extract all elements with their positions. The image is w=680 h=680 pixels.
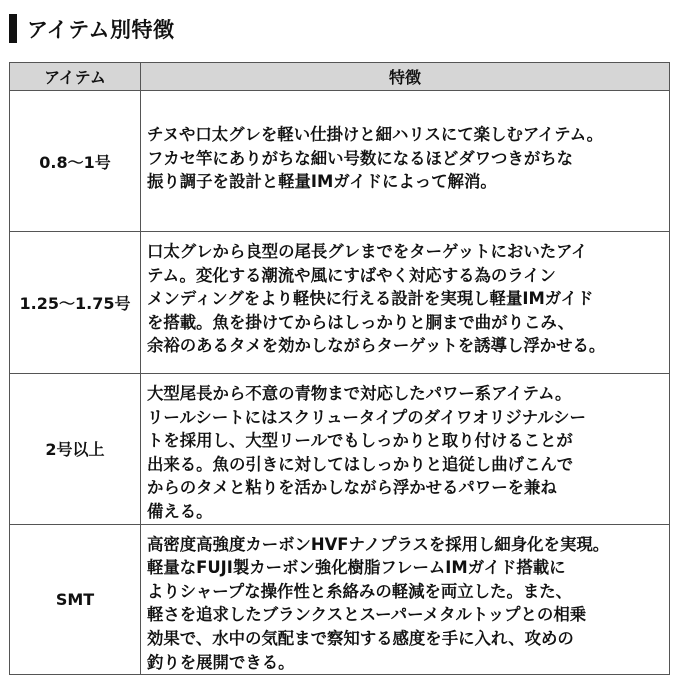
section-header xyxy=(9,14,175,43)
feature-line: メンディングをより軽快に行える設計を実現し軽量IMガイド xyxy=(147,289,594,309)
feature-line: 口太グレから良型の尾長グレまでをターゲットにおいたアイ xyxy=(147,242,588,261)
item-name: SMT xyxy=(10,524,141,675)
header-feature: 特徴 xyxy=(141,63,670,91)
item-name: 2号以上 xyxy=(10,374,141,525)
feature-line: からのタメと粘りを活かしながら浮かせるパワーを兼ね xyxy=(147,478,557,498)
table-header-row xyxy=(10,63,670,91)
feature-text xyxy=(141,91,670,232)
table-row xyxy=(10,524,670,675)
table-row xyxy=(10,232,670,374)
feature-line: 高密度高強度カーボンHVFナノプラスを採用し細身化を実現。 xyxy=(147,534,610,554)
feature-line: フカセ竿にありがちな細い号数になるほどダワつきがちな xyxy=(147,148,573,168)
item-feature-table xyxy=(9,62,670,675)
feature-line: 余裕のあるタメを効かしながらターゲットを誘導し浮かせる。 xyxy=(147,336,606,356)
header-item: アイテム xyxy=(10,63,141,91)
feature-line: よりシャープな操作性と糸絡みの軽減を両立した。また、 xyxy=(147,581,573,601)
feature-line: テム。変化する潮流や風にすばやく対応する為のライン xyxy=(147,265,556,285)
feature-line: 軽量なFUJI製カーボン強化樹脂フレームIMガイド搭載に xyxy=(147,558,566,578)
feature-line: 釣りを展開できる。 xyxy=(147,652,295,672)
feature-line: 振り調子を設計と軽量IMガイドによって解消。 xyxy=(147,172,497,192)
feature-line: 備える。 xyxy=(147,501,213,521)
title-accent-bar xyxy=(9,14,17,43)
feature-line: 軽さを追求したブランクスとスーパーメタルトップとの相乗 xyxy=(147,605,587,625)
feature-line: トを採用し、大型リールでもしっかりと取り付けることが xyxy=(147,431,573,451)
table-row xyxy=(10,91,670,232)
feature-text xyxy=(141,524,670,675)
feature-line: 効果で、水中の気配まで察知する感度を手に入れ、攻めの xyxy=(147,628,574,648)
feature-line: 大型尾長から不意の青物まで対応したパワー系アイテム。 xyxy=(147,384,572,403)
feature-text xyxy=(141,232,670,374)
section-title: アイテム別特徴 xyxy=(27,17,175,42)
feature-line: 出来る。魚の引きに対してはしっかりと追従し曲げこんで xyxy=(147,454,574,474)
feature-text xyxy=(141,374,670,525)
feature-line: チヌや口太グレを軽い仕掛けと細ハリスにて楽しむアイテム。 xyxy=(147,125,603,144)
feature-line: リールシートにはスクリュータイプのダイワオリジナルシー xyxy=(147,407,586,427)
item-name: 1.25〜1.75号 xyxy=(10,232,141,374)
item-name: 0.8〜1号 xyxy=(10,91,141,232)
table-row xyxy=(10,374,670,525)
feature-line: を搭載。魚を掛けてからはしっかりと胴まで曲がりこみ、 xyxy=(147,312,575,332)
